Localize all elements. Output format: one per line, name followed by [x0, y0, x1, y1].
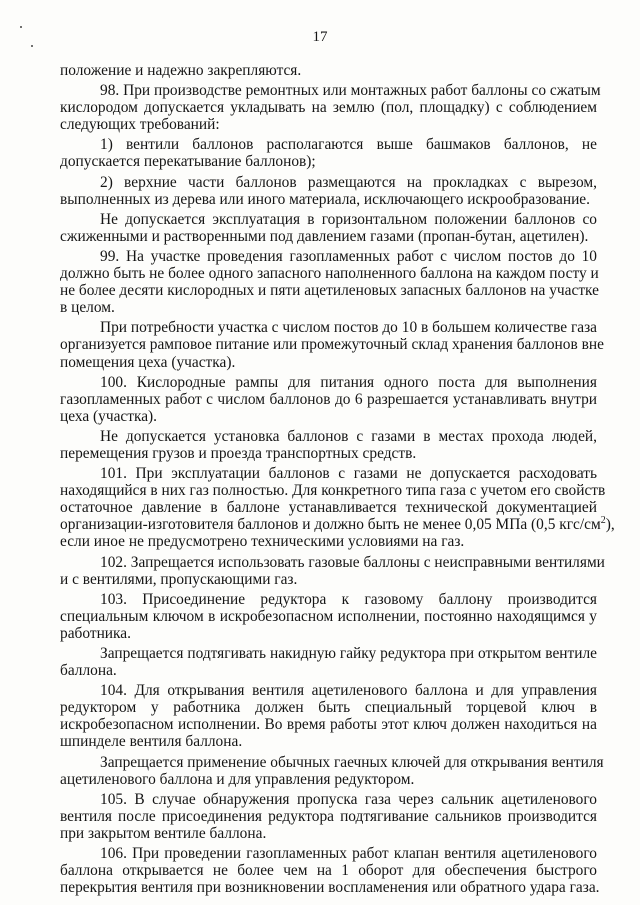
- paragraph: [60, 174, 597, 208]
- text-line: сжиженными и растворенными под давлением газами (пропан-бутан, ацетилен).: [60, 227, 589, 245]
- paragraph: [60, 791, 597, 842]
- paragraph: [60, 753, 604, 788]
- text-line: организации-изготовителя баллонов и должно быть не менее 0,05 МПа (0,5 кгс/$см^2$),: [60, 515, 615, 534]
- text-line: искробезопасном исполнении. Во время работы этот ключ должен находиться на: [60, 716, 597, 734]
- paragraph: [60, 553, 605, 588]
- paragraph: [60, 248, 597, 316]
- paragraph: [60, 645, 597, 679]
- scan-speck: [20, 26, 22, 28]
- text-line: 2) верхние части баллонов размещаются на прокладках с вырезом,: [100, 173, 597, 191]
- text-line: 103. Присоединение редуктора к газовому баллону производится: [100, 590, 597, 608]
- text-line: редуктором у работника должен быть специальный торцевой ключ в: [60, 699, 597, 717]
- paragraph: [60, 465, 615, 551]
- text-line: специальным ключом в искробезопасном исполнении, постоянно находящимся у: [60, 607, 597, 625]
- text-line: кислородом допускается укладывать на землю (пол, площадку) с соблюдением: [60, 99, 597, 117]
- text-line: ацетиленового баллона и для управления редуктором.: [60, 770, 415, 788]
- text-line: 106. При проведении газопламенных работ клапан вентиля ацетиленового: [100, 845, 597, 863]
- paragraph: [60, 211, 597, 245]
- text-line: 102. Запрещается использовать газовые баллоны с неисправными вентилями: [100, 553, 605, 571]
- text-line: вентиля после присоединения редуктора подтягивание сальников производится: [60, 807, 597, 825]
- text-line: помещения цеха (участка).: [60, 353, 236, 371]
- paragraph: [60, 591, 597, 642]
- paragraph: [60, 374, 597, 425]
- text-line: в целом.: [60, 299, 115, 317]
- paragraph: [60, 428, 597, 462]
- text-line: Запрещается применение обычных гаечных ключей для открывания вентиля: [100, 753, 604, 771]
- text-line: не более десяти кислородных и пяти ацетиленовых запасных баллонов на участке: [60, 282, 599, 300]
- text-line: положение и надежно закрепляются.: [60, 62, 302, 79]
- text-line: 101. При эксплуатации баллонов с газами не допускается расходовать: [100, 465, 597, 483]
- text-line: Запрещается подтягивать накидную гайку редуктора при открытом вентиле: [100, 645, 597, 662]
- text-line: остаточное давление в баллоне устанавливается технической документацией: [60, 499, 597, 517]
- text-line: шпинделе вентиля баллона.: [60, 733, 243, 751]
- text-line: перемещения грузов и проезда транспортных средств.: [60, 444, 417, 462]
- text-line: если иное не предусмотрено техническими условиями на газ.: [60, 533, 465, 551]
- text-line: Не допускается эксплуатация в горизонтальном положении баллонов со: [100, 210, 597, 228]
- text-line: 1) вентили баллонов располагаются выше башмаков баллонов, не: [100, 136, 597, 154]
- text-line: баллона.: [60, 662, 117, 680]
- text-line: выполненных из дерева или иного материала, исключающего искрообразование.: [60, 190, 590, 208]
- paragraph: [60, 82, 601, 134]
- page-number: 17: [312, 29, 328, 45]
- text-line: 105. В случае обнаружения пропуска газа через сальник ацетиленового: [100, 790, 597, 808]
- paragraph: [60, 845, 600, 897]
- paragraph: [60, 62, 597, 79]
- text-line: 98. При производстве ремонтных или монтажных работ баллоны со сжатым: [100, 82, 601, 100]
- text-line: и с вентилями, пропускающими газ.: [60, 570, 298, 588]
- text-line: 104. Для открывания вентиля ацетиленового баллона и для управления: [100, 682, 597, 700]
- paragraph: [60, 682, 597, 750]
- text-line: газопламенных работ с числом баллонов до 6 разрешается устанавливать внутри: [60, 390, 597, 408]
- text-line: следующих требований:: [60, 116, 220, 134]
- text-line: 99. На участке проведения газопламенных работ с числом постов до 10: [100, 247, 597, 265]
- text-line: организуется рамповое питание или промежуточный склад хранения баллонов вне: [60, 336, 604, 354]
- text-line: работника.: [60, 624, 131, 642]
- paragraph: [60, 319, 604, 371]
- text-line: находящийся в них газ полностью. Для конкретного типа газа с учетом его свойств: [60, 482, 606, 500]
- text-line: перекрытия вентиля при возникновении воспламенения или обратного удара газа.: [60, 879, 600, 897]
- text-line: При потребности участка с числом постов до 10 в большем количестве газа: [100, 319, 597, 337]
- text-line: Не допускается установка баллонов с газами в местах прохода людей,: [100, 427, 597, 445]
- scan-speck: [31, 45, 33, 47]
- text-line: при закрытом вентиле баллона.: [60, 824, 267, 842]
- text-line: 100. Кислородные рампы для питания одного поста для выполнения: [100, 373, 597, 391]
- text-line: баллона открывается не более чем на 1 оборот для обеспечения быстрого: [60, 862, 597, 880]
- text-line: должно быть не более одного запасного наполненного баллона на каждом посту и: [60, 265, 599, 283]
- paragraph: [60, 136, 597, 170]
- text-line: допускается перекатывание баллонов);: [60, 153, 316, 171]
- document-body: [60, 62, 615, 899]
- text-line: цеха (участка).: [60, 407, 158, 425]
